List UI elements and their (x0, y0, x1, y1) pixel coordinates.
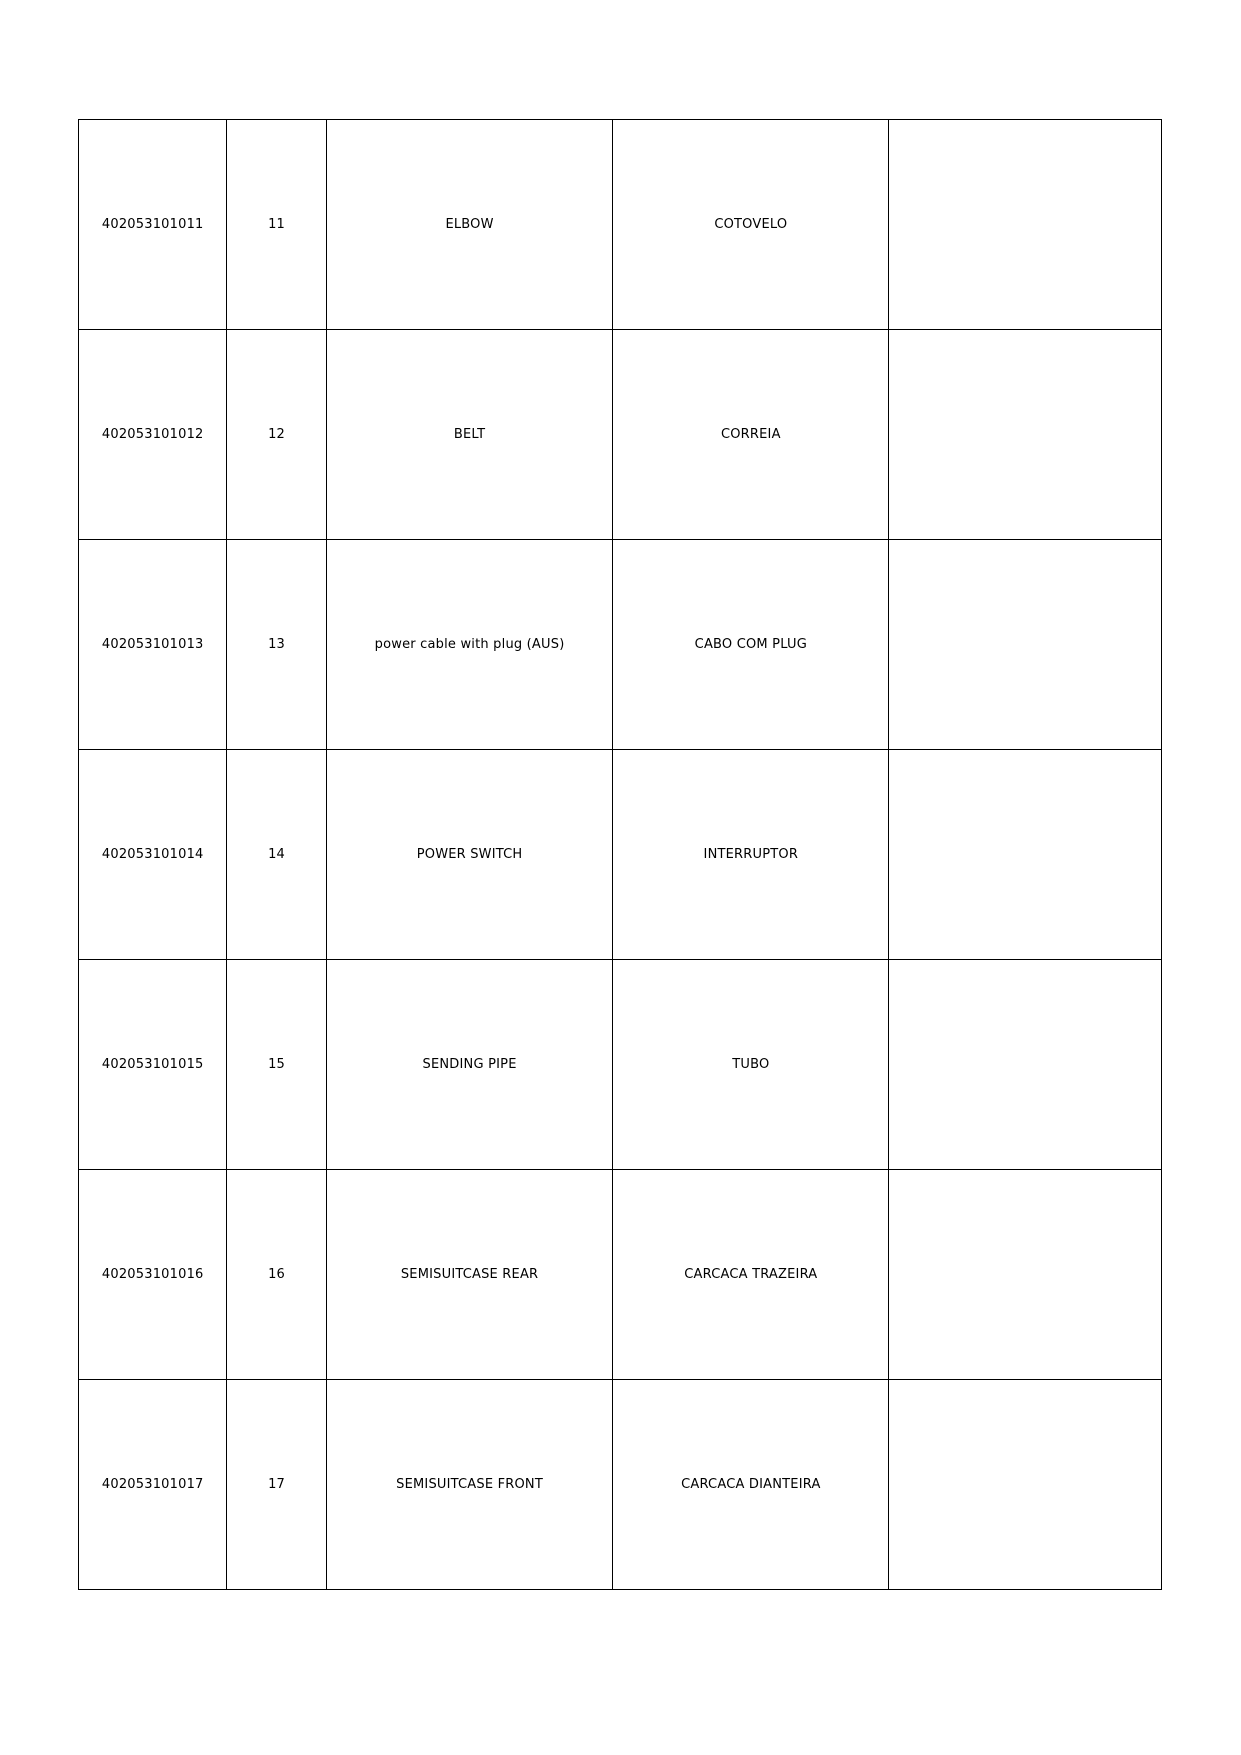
part-name-pt-cell: CABO COM PLUG (613, 540, 889, 750)
part-note-cell (889, 1380, 1162, 1590)
table-row (79, 1170, 1162, 1380)
part-name-en-cell: POWER SWITCH (326, 750, 613, 960)
part-name-pt-cell: CARCACA DIANTEIRA (613, 1380, 889, 1590)
part-code-cell: 402053101016 (79, 1170, 227, 1380)
part-name-en-cell: power cable with plug (AUS) (326, 540, 613, 750)
part-code-cell: 402053101017 (79, 1380, 227, 1590)
part-number-cell: 14 (227, 750, 326, 960)
part-note-cell (889, 1170, 1162, 1380)
part-code-cell: 402053101011 (79, 120, 227, 330)
part-name-en-cell: ELBOW (326, 120, 613, 330)
part-number-cell: 13 (227, 540, 326, 750)
table-row (79, 120, 1162, 330)
part-name-pt-cell: COTOVELO (613, 120, 889, 330)
part-note-cell (889, 120, 1162, 330)
parts-table (78, 119, 1162, 1590)
part-name-pt-cell: CORREIA (613, 330, 889, 540)
table-row (79, 1380, 1162, 1590)
part-number-cell: 16 (227, 1170, 326, 1380)
part-number-cell: 17 (227, 1380, 326, 1590)
part-code-cell: 402053101014 (79, 750, 227, 960)
table-row (79, 540, 1162, 750)
part-code-cell: 402053101013 (79, 540, 227, 750)
part-name-pt-cell: CARCACA TRAZEIRA (613, 1170, 889, 1380)
part-note-cell (889, 330, 1162, 540)
part-name-en-cell: SEMISUITCASE FRONT (326, 1380, 613, 1590)
part-name-en-cell: BELT (326, 330, 613, 540)
part-name-en-cell: SENDING PIPE (326, 960, 613, 1170)
part-code-cell: 402053101012 (79, 330, 227, 540)
table-row (79, 750, 1162, 960)
part-number-cell: 12 (227, 330, 326, 540)
part-name-pt-cell: INTERRUPTOR (613, 750, 889, 960)
part-note-cell (889, 960, 1162, 1170)
part-code-cell: 402053101015 (79, 960, 227, 1170)
part-number-cell: 11 (227, 120, 326, 330)
table-row (79, 960, 1162, 1170)
part-note-cell (889, 540, 1162, 750)
part-number-cell: 15 (227, 960, 326, 1170)
part-name-pt-cell: TUBO (613, 960, 889, 1170)
part-name-en-cell: SEMISUITCASE REAR (326, 1170, 613, 1380)
part-note-cell (889, 750, 1162, 960)
table-row (79, 330, 1162, 540)
